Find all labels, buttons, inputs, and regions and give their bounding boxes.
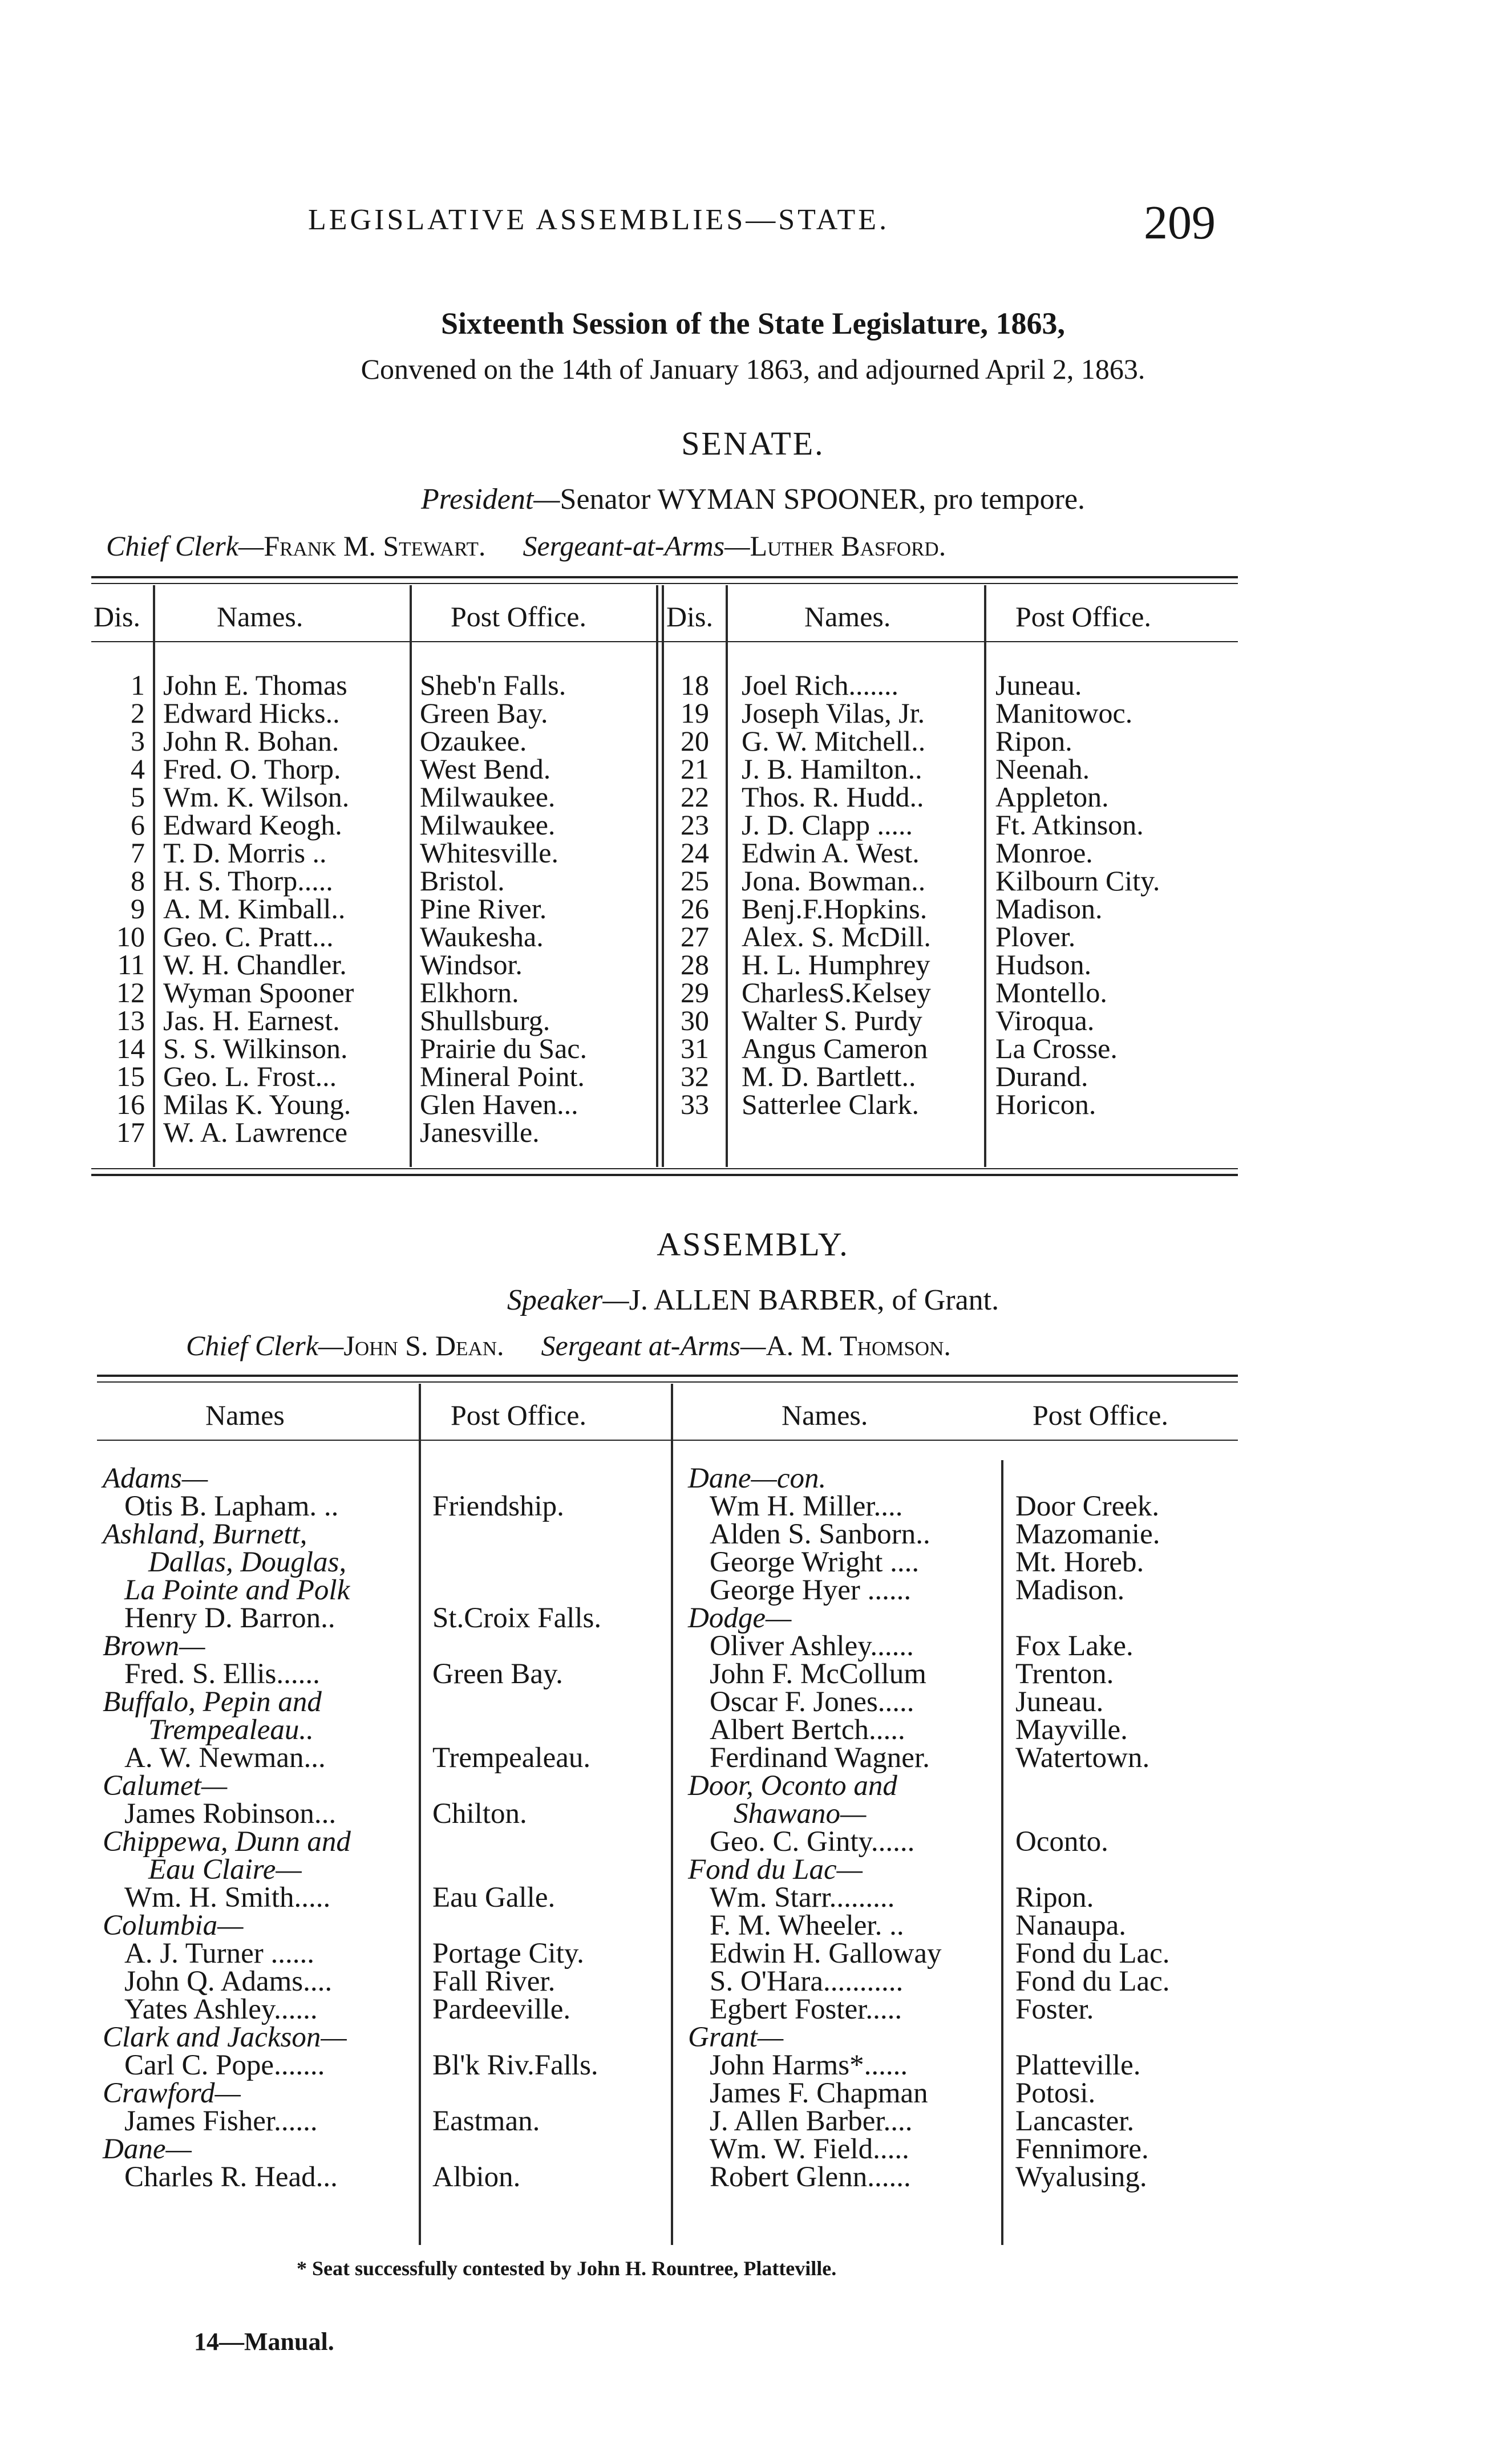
assembly-member-name: Charles R. Head...: [124, 2161, 338, 2193]
assembly-post-office: [432, 1577, 666, 1604]
senate-member-name: G. W. Mitchell..: [742, 725, 926, 757]
senate-col-post-office: Post Office.: [451, 601, 586, 633]
assembly-post-office: [1015, 1856, 1255, 1884]
assembly-post-office: Albion.: [432, 2161, 521, 2193]
senate-district: 27: [681, 921, 709, 953]
senate-post-office: Elkhorn.: [420, 976, 519, 1008]
assembly-post-office: Trenton.: [1015, 1658, 1114, 1690]
assembly-member-name: Fred. S. Ellis......: [124, 1658, 320, 1690]
assembly-chief-clerk-value: John S. Dean.: [343, 1330, 504, 1361]
assembly-post-office: [432, 2135, 666, 2163]
assembly-post-office: [432, 1716, 666, 1744]
assembly-member-name: John F. McCollum: [710, 1658, 926, 1690]
assembly-heading: ASSEMBLY.: [657, 1226, 849, 1263]
senate-district: 11: [117, 949, 145, 980]
senate-post-office: Kilbourn City.: [995, 865, 1160, 897]
assembly-member-name: James Fisher......: [124, 2105, 318, 2137]
senate-member-name: John E. Thomas: [163, 669, 347, 701]
assembly-post-office: [1015, 2024, 1255, 2052]
senate-post-office: Monroe.: [995, 837, 1093, 869]
senate-district: 8: [131, 865, 145, 897]
senate-district: 19: [681, 697, 709, 729]
senate-member-name: CharlesS.Kelsey: [742, 976, 931, 1008]
senate-member-name: H. S. Thorp.....: [163, 865, 333, 897]
county-heading: Clark and Jackson—: [103, 2021, 347, 2053]
senate-district: 30: [681, 1004, 709, 1036]
senate-post-office: Windsor.: [420, 949, 523, 980]
senate-post-office: Durand.: [995, 1060, 1088, 1092]
senate-member-name: Jas. H. Earnest.: [163, 1004, 340, 1036]
assembly-member-name: Ferdinand Wagner.: [710, 1742, 930, 1774]
assembly-post-office: [432, 1912, 666, 1940]
assembly-member-name: Wm. Starr.........: [710, 1882, 895, 1914]
senate-post-office: Viroqua.: [995, 1004, 1095, 1036]
senate-district: 32: [681, 1060, 709, 1092]
assembly-member-name: J. Allen Barber....: [710, 2105, 913, 2137]
senate-district: 25: [681, 865, 709, 897]
senate-post-office: Green Bay.: [420, 697, 548, 729]
senate-post-office: Horicon.: [995, 1088, 1096, 1120]
assembly-post-office: Wyalusing.: [1015, 2161, 1147, 2193]
signature-mark: 14—Manual.: [194, 2328, 334, 2356]
assembly-post-office: [432, 1521, 666, 1549]
assembly-member-name: John Q. Adams....: [124, 1965, 333, 1997]
assembly-post-office: Friendship.: [432, 1490, 564, 1522]
assembly-post-office: [432, 2024, 666, 2052]
footnote: * Seat successfully contested by John H. Rountree, Platteville.: [297, 2257, 837, 2280]
assembly-officers-line: [186, 1329, 951, 1362]
senate-member-name: A. M. Kimball..: [163, 893, 346, 925]
assembly-post-office: Bl'k Riv.Falls.: [432, 2049, 598, 2081]
senate-post-office: Milwaukee.: [420, 781, 556, 813]
senate-district: 5: [131, 781, 145, 813]
senate-col-post-office-2: Post Office.: [1015, 601, 1151, 633]
assembly-member-name: F. M. Wheeler. ..: [710, 1910, 904, 1942]
senate-district: 26: [681, 893, 709, 925]
senate-officers-line: [106, 529, 946, 562]
senate-district: 17: [116, 1116, 145, 1148]
speaker-value: J. ALLEN BARBER, of Grant.: [629, 1284, 999, 1316]
senate-member-name: J. D. Clapp .....: [742, 809, 913, 841]
assembly-post-office: Eastman.: [432, 2105, 540, 2137]
senate-district: 13: [116, 1004, 145, 1036]
county-heading: Door, Oconto and: [688, 1770, 897, 1802]
president-label: President—: [420, 483, 560, 516]
county-heading: Dallas, Douglas,: [148, 1546, 347, 1578]
assembly-member-name: Henry D. Barron..: [124, 1602, 335, 1634]
page-number: 209: [1144, 196, 1216, 249]
senate-member-name: S. S. Wilkinson.: [163, 1032, 348, 1064]
assembly-member-name: Carl C. Pope.......: [124, 2049, 325, 2081]
assembly-member-name: Alden S. Sanborn..: [710, 1518, 930, 1550]
assembly-post-office: Portage City.: [432, 1938, 584, 1969]
assembly-post-office: Green Bay.: [432, 1658, 563, 1690]
assembly-member-name: James Robinson...: [124, 1798, 337, 1830]
assembly-chief-clerk-label: Chief Clerk—: [186, 1330, 344, 1361]
senate-district: 24: [681, 837, 709, 869]
senate-district: 2: [131, 697, 145, 729]
assembly-speaker-line: [0, 1283, 1506, 1317]
assembly-col-post-office-2: Post Office.: [1033, 1399, 1168, 1431]
county-heading: Columbia—: [103, 1910, 244, 1942]
assembly-member-name: Oliver Ashley......: [710, 1630, 914, 1662]
senate-post-office: Janesville.: [420, 1116, 540, 1148]
senate-member-name: Edwin A. West.: [742, 837, 920, 869]
county-heading: Fond du Lac—: [688, 1854, 863, 1886]
senate-member-name: Wyman Spooner: [163, 976, 354, 1008]
assembly-post-office: [432, 1772, 666, 1800]
assembly-sergeant-label: Sergeant at-Arms—: [541, 1330, 766, 1361]
assembly-member-name: Otis B. Lapham. ..: [124, 1490, 339, 1522]
assembly-member-name: Geo. C. Ginty......: [710, 1826, 915, 1858]
assembly-post-office: Foster.: [1015, 1993, 1094, 2025]
senate-member-name: Milas K. Young.: [163, 1088, 351, 1120]
chief-clerk-label: Chief Clerk—: [106, 530, 264, 562]
senate-member-name: Wm. K. Wilson.: [163, 781, 350, 813]
senate-district: 33: [681, 1088, 709, 1120]
senate-member-name: Alex. S. McDill.: [742, 921, 931, 953]
assembly-post-office: [432, 1856, 666, 1884]
senate-member-name: John R. Bohan.: [163, 725, 339, 757]
county-heading: Shawano—: [734, 1798, 867, 1830]
assembly-member-name: John Harms*......: [710, 2049, 908, 2081]
assembly-post-office: [1015, 1800, 1255, 1828]
assembly-left-post-offices: [432, 1465, 666, 2191]
running-header: [0, 196, 1506, 249]
senate-member-name: Joel Rich.......: [742, 669, 898, 701]
senate-district: 20: [681, 725, 709, 757]
senate-member-name: Edward Keogh.: [163, 809, 342, 841]
senate-member-name: Fred. O. Thorp.: [163, 753, 341, 785]
senate-district: 6: [131, 809, 145, 841]
senate-president-line: [0, 483, 1506, 516]
sergeant-value: Luther Basford.: [750, 530, 946, 562]
senate-post-office: Manitowoc.: [995, 697, 1133, 729]
assembly-post-office: Mazomanie.: [1015, 1518, 1160, 1550]
assembly-post-office: Trempealeau.: [432, 1742, 591, 1774]
assembly-post-office: Fox Lake.: [1015, 1630, 1133, 1662]
assembly-post-office: Watertown.: [1015, 1742, 1150, 1774]
senate-post-office: Neenah.: [995, 753, 1090, 785]
senate-post-office: Hudson.: [995, 949, 1092, 980]
senate-post-office: Waukesha.: [420, 921, 544, 953]
assembly-sergeant-value: A. M. Thomson.: [766, 1330, 951, 1361]
assembly-post-office: Madison.: [1015, 1574, 1125, 1606]
senate-col-dis: Dis.: [94, 601, 140, 633]
senate-district: 4: [131, 753, 145, 785]
senate-post-office: Juneau.: [995, 669, 1082, 701]
assembly-member-name: A. W. Newman...: [124, 1742, 326, 1774]
speaker-label: Speaker—: [507, 1284, 629, 1316]
senate-district: 23: [681, 809, 709, 841]
senate-member-name: Angus Cameron: [742, 1032, 928, 1064]
assembly-member-name: Robert Glenn......: [710, 2161, 911, 2193]
senate-post-office: Ripon.: [995, 725, 1072, 757]
senate-post-office: Madison.: [995, 893, 1103, 925]
assembly-post-office: [1015, 1604, 1255, 1632]
assembly-member-name: George Hyer ......: [710, 1574, 912, 1606]
county-heading: Buffalo, Pepin and: [103, 1686, 322, 1718]
county-heading: Adams—: [103, 1462, 208, 1494]
senate-col-names-2: Names.: [804, 601, 891, 633]
senate-district: 28: [681, 949, 709, 980]
senate-post-office: West Bend.: [420, 753, 551, 785]
assembly-post-office: Juneau.: [1015, 1686, 1104, 1718]
senate-member-name: Benj.F.Hopkins.: [742, 893, 928, 925]
senate-post-office: La Crosse.: [995, 1032, 1118, 1064]
assembly-right-names: [688, 1462, 999, 2193]
assembly-member-name: Wm. W. Field.....: [710, 2133, 909, 2165]
senate-member-name: Satterlee Clark.: [742, 1088, 919, 1120]
chief-clerk-value: Frank M. Stewart.: [264, 530, 486, 562]
senate-post-office: Shullsburg.: [420, 1004, 550, 1036]
county-heading: Chippewa, Dunn and: [103, 1826, 351, 1858]
assembly-col-names: Names: [205, 1399, 285, 1431]
assembly-post-office: Oconto.: [1015, 1826, 1108, 1858]
assembly-post-office: Pardeeville.: [432, 1993, 571, 2025]
assembly-post-office: [432, 1632, 666, 1660]
session-convened: Convened on the 14th of January 1863, and adjourned April 2, 1863.: [361, 353, 1145, 385]
senate-district: 9: [131, 893, 145, 925]
assembly-member-name: Oscar F. Jones.....: [710, 1686, 914, 1718]
senate-member-name: Edward Hicks..: [163, 697, 340, 729]
assembly-post-office: Mayville.: [1015, 1714, 1128, 1746]
assembly-post-office: Fond du Lac.: [1015, 1938, 1170, 1969]
assembly-post-office: Chilton.: [432, 1798, 527, 1830]
senate-district: 10: [116, 921, 145, 953]
senate-member-name: Geo. L. Frost...: [163, 1060, 337, 1092]
assembly-post-office: Mt. Horeb.: [1015, 1546, 1144, 1578]
assembly-post-office: [432, 1549, 666, 1577]
assembly-post-office: Eau Galle.: [432, 1882, 556, 1914]
senate-district: 29: [681, 976, 709, 1008]
assembly-member-name: Yates Ashley......: [124, 1993, 318, 2025]
county-heading: Calumet—: [103, 1770, 228, 1802]
senate-member-name: W. A. Lawrence: [163, 1116, 348, 1148]
assembly-post-office: [432, 1688, 666, 1716]
county-heading: Grant—: [688, 2021, 784, 2053]
senate-post-office: Montello.: [995, 976, 1107, 1008]
assembly-post-office: [1015, 1772, 1255, 1800]
senate-post-office: Milwaukee.: [420, 809, 556, 841]
assembly-right-post-offices: [1015, 1465, 1255, 2191]
assembly-col-names-2: Names.: [782, 1399, 868, 1431]
senate-member-name: Geo. C. Pratt...: [163, 921, 334, 953]
senate-district: 12: [116, 976, 145, 1008]
senate-district: 14: [116, 1032, 145, 1064]
senate-col-names: Names.: [217, 601, 303, 633]
senate-post-office: Prairie du Sac.: [420, 1032, 587, 1064]
senate-post-office: Ft. Atkinson.: [995, 809, 1144, 841]
county-heading: Crawford—: [103, 2077, 241, 2109]
senate-member-name: M. D. Bartlett..: [742, 1060, 916, 1092]
senate-member-name: Thos. R. Hudd..: [742, 781, 924, 813]
assembly-col-post-office: Post Office.: [451, 1399, 586, 1431]
county-heading: La Pointe and Polk: [124, 1574, 350, 1606]
assembly-member-name: A. J. Turner ......: [124, 1938, 314, 1969]
senate-post-office: Ozaukee.: [420, 725, 527, 757]
assembly-post-office: Fall River.: [432, 1965, 556, 1997]
assembly-post-office: Potosi.: [1015, 2077, 1096, 2109]
senate-post-office: Mineral Point.: [420, 1060, 585, 1092]
senate-district: 16: [116, 1088, 145, 1120]
assembly-member-name: Wm H. Miller....: [710, 1490, 903, 1522]
senate-post-office: Whitesville.: [420, 837, 558, 869]
county-heading: Ashland, Burnett,: [103, 1518, 307, 1550]
senate-post-office: Appleton.: [995, 781, 1109, 813]
senate-member-name: J. B. Hamilton..: [742, 753, 922, 785]
assembly-left-names: [103, 1462, 416, 2193]
senate-post-office: Plover.: [995, 921, 1076, 953]
assembly-member-name: Edwin H. Galloway: [710, 1938, 942, 1969]
senate-post-office: Bristol.: [420, 865, 505, 897]
assembly-post-office: Ripon.: [1015, 1882, 1094, 1914]
senate-district: 3: [131, 725, 145, 757]
county-heading: Dodge—: [688, 1602, 792, 1634]
assembly-post-office: Fond du Lac.: [1015, 1965, 1170, 1997]
county-heading: Brown—: [103, 1630, 205, 1662]
senate-district: 1: [131, 669, 145, 701]
assembly-member-name: S. O'Hara...........: [710, 1965, 904, 1997]
county-heading: Eau Claire—: [148, 1854, 302, 1886]
county-heading: Dane—con.: [688, 1462, 827, 1494]
assembly-post-office: Door Creek.: [1015, 1490, 1160, 1522]
assembly-post-office: [432, 1465, 666, 1493]
senate-post-office: Sheb'n Falls.: [420, 669, 566, 701]
senate-member-name: W. H. Chandler.: [163, 949, 347, 980]
senate-district: 15: [116, 1060, 145, 1092]
assembly-member-name: George Wright ....: [710, 1546, 920, 1578]
senate-district: 21: [681, 753, 709, 785]
assembly-member-name: Egbert Foster.....: [710, 1993, 902, 2025]
senate-member-name: Walter S. Purdy: [742, 1004, 922, 1036]
senate-member-name: T. D. Morris ..: [163, 837, 327, 869]
senate-heading: SENATE.: [681, 425, 825, 462]
senate-post-office: Glen Haven...: [420, 1088, 578, 1120]
president-value: Senator WYMAN SPOONER, pro tempore.: [560, 483, 1086, 516]
assembly-post-office: Fennimore.: [1015, 2133, 1149, 2165]
assembly-member-name: Wm. H. Smith.....: [124, 1882, 331, 1914]
assembly-post-office: Lancaster.: [1015, 2105, 1135, 2137]
assembly-post-office: St.Croix Falls.: [432, 1602, 602, 1634]
sergeant-label: Sergeant-at-Arms—: [523, 530, 750, 562]
senate-member-name: H. L. Humphrey: [742, 949, 930, 980]
running-title: LEGISLATIVE ASSEMBLIES—STATE.: [308, 204, 890, 236]
assembly-member-name: Albert Bertch.....: [710, 1714, 905, 1746]
assembly-post-office: [432, 2080, 666, 2108]
senate-post-office: Pine River.: [420, 893, 547, 925]
session-title: Sixteenth Session of the State Legislature, 1863,: [441, 306, 1065, 341]
senate-district: 18: [681, 669, 709, 701]
assembly-member-name: James F. Chapman: [710, 2077, 928, 2109]
county-heading: Dane—: [103, 2133, 192, 2165]
county-heading: Trempealeau..: [148, 1714, 314, 1746]
senate-member-name: Jona. Bowman..: [742, 865, 926, 897]
assembly-post-office: Platteville.: [1015, 2049, 1141, 2081]
senate-district: 7: [131, 837, 145, 869]
assembly-post-office: Nanaupa.: [1015, 1910, 1126, 1942]
assembly-post-office: [432, 1828, 666, 1856]
assembly-post-office: [1015, 1465, 1255, 1493]
senate-district: 22: [681, 781, 709, 813]
senate-member-name: Joseph Vilas, Jr.: [742, 697, 925, 729]
senate-col-dis-2: Dis.: [666, 601, 713, 633]
senate-district: 31: [681, 1032, 709, 1064]
